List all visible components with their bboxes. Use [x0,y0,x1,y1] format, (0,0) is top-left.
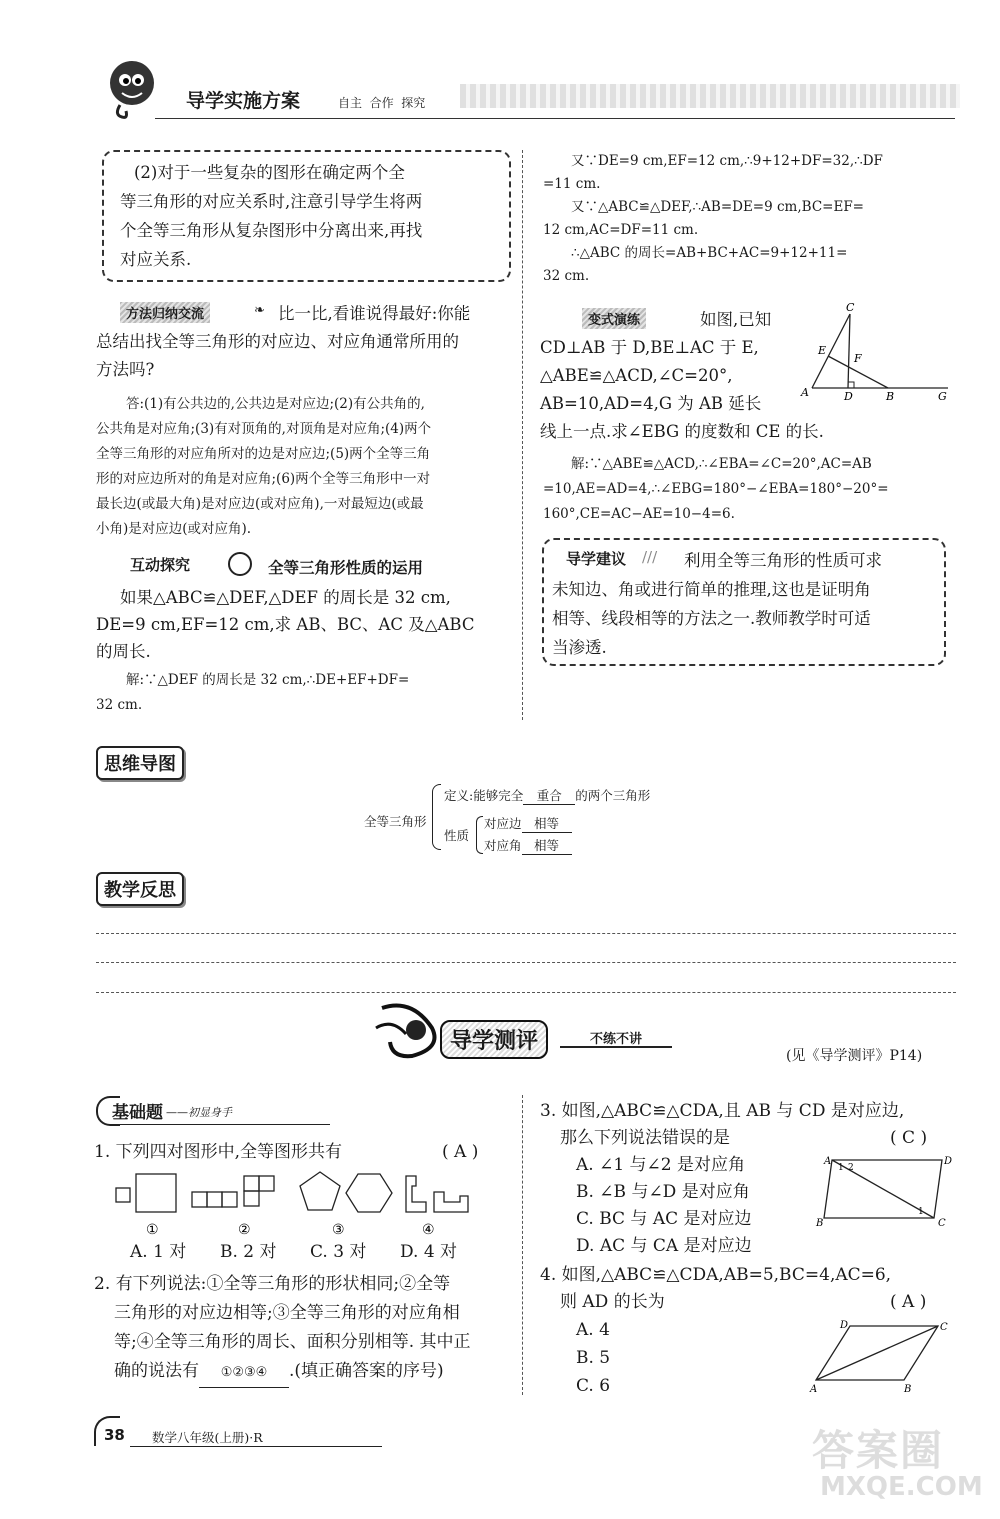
q1-num-2: ② [238,1222,251,1238]
q3-line: 3. 如图,△ABC≌△CDA,且 AB 与 CD 是对应边, [540,1101,905,1121]
explore-tag: 互动探究 [130,556,191,574]
q3-option-d: D. AC 与 CA 是对应边 [576,1236,752,1256]
q3-options [576,1152,752,1260]
svg-text:B: B [904,1384,912,1394]
q2-line: 等;④全等三角形的周长、面积分别相等. 其中正 [114,1332,471,1352]
solution-line: 又∵△ABC≌△DEF,∴AB=DE=9 cm,BC=EF= [571,199,864,215]
advice-line: 相等、线段相等的方法之一.教师教学时可适 [552,609,871,628]
explore-answer-line: 解:∵△DEF 的周长是 32 cm,∴DE+EF+DF= [126,672,410,688]
variant-line: CD⊥AB 于 D,BE⊥AC 于 E, [540,338,759,357]
mindmap-label: 思维导图 [96,746,184,780]
q1-options [130,1240,510,1265]
reflection-label: 教学反思 [96,872,184,906]
q3-answer: ( C ) [890,1128,928,1148]
mindmap-root: 全等三角形 [364,814,427,829]
q3-line: 那么下列说法错误的是 [560,1128,730,1148]
method-line: 总结出找全等三角形的对应边、对应角通常所用的 [96,332,459,351]
q4-option-c: C. 6 [576,1376,611,1396]
q2-line: 三角形的对应边相等;③全等三角形的对应角相 [114,1303,460,1323]
header-title: 导学实施方案 [186,90,301,112]
svg-text:2: 2 [848,1163,854,1173]
definition-suffix: 的两个三角形 [575,788,651,803]
svg-text:C: C [938,1218,946,1229]
q4-answer: ( A ) [890,1292,927,1312]
q1-num-3: ③ [332,1222,345,1238]
svg-text:C: C [940,1322,948,1333]
header-decoration [460,84,960,108]
advice-tag: 导学建议 [566,550,627,568]
tip-line: 个全等三角形从复杂图形中分离出来,再找 [120,221,423,240]
svg-text:A: A [810,1384,818,1394]
variant-line: AB=10,AD=4,G 为 AB 延长 [540,394,762,413]
svg-text:D: D [840,1320,849,1331]
reflection-line [96,933,956,934]
q4-line: 则 AD 的长为 [560,1292,665,1312]
variant-answer-line: =10,AE=AD=4,∴∠EBG=180°−∠EBA=180°−20°= [543,481,889,497]
q3-option-a: A. ∠1 与∠2 是对应角 [576,1155,746,1175]
advice-line: 未知边、角或进行简单的推理,这也是证明角 [552,580,871,599]
basic-rule [110,1124,330,1125]
answer-line: 最长边(或最大角)是对应边(或对应角),一对最短边(或最 [96,496,424,512]
q1-option-a: A. 1 对 [130,1242,187,1262]
q2-answer-blank: ①②③④ [199,1358,289,1388]
basic-title: 基础题 [112,1103,163,1123]
column-divider [522,150,523,720]
q1-stem: 1. 下列四对图形中,全等图形共有 [94,1142,343,1162]
tip-line: 对应关系. [120,250,192,269]
advice-line: 当渗透. [552,638,607,657]
tip-line: (2)对于一些复杂的图形在确定两个全 [134,163,405,182]
variant-answer [543,452,953,527]
svg-text:1: 1 [918,1207,924,1217]
tip-text [120,158,500,274]
q2-line: 2. 有下列说法:①全等三角形的形状相同;②全等 [94,1274,451,1294]
mindmap [360,780,720,860]
test-banner-rule [560,1046,672,1048]
slash-decoration: /// [642,548,658,566]
triangle-figure [798,300,958,410]
q3-option-c: C. BC 与 AC 是对应边 [576,1209,752,1229]
solution-line: 12 cm,AC=DF=11 cm. [543,222,699,238]
label-D: D [844,390,853,403]
property-angle-answer: 相等 [522,836,572,855]
explore-title: 全等三角形性质的运用 [268,559,424,577]
q1-shapes-figure [110,1168,510,1242]
mindmap-property: 性质 [444,828,470,843]
svg-text:B: B [816,1218,824,1229]
solution-line: 又∵DE=9 cm,EF=12 cm,∴9+12+DF=32,∴DF [571,153,883,169]
answer-line: 形的对应边所对的角是对应角;(6)两个全等三角形中一对 [96,471,431,487]
definition-prefix: 定义:能够完全 [444,788,524,803]
explore-line: 的周长. [96,642,151,661]
variant-line: △ABE≌△ACD,∠C=20°, [540,366,733,385]
variant-answer-line: 160°,CE=AC−AE=10−4=6. [543,506,735,522]
method-tag: 方法归纳交流 [120,302,210,323]
advice-line: 利用全等三角形的性质可求 [684,551,882,570]
column-divider-lower [522,1095,523,1395]
mascot-icon [100,55,160,121]
test-reference: (见《导学测评》P14) [786,1048,923,1064]
label-C: C [846,301,855,314]
solution-continued [543,150,953,288]
property-side-label: 对应边 [484,816,522,831]
q1-option-d: D. 4 对 [400,1242,458,1262]
method-line: 方法吗? [96,360,155,379]
solution-line: =11 cm. [543,176,601,192]
explore-answer-line: 32 cm. [96,697,143,713]
label-B: B [886,390,895,403]
method-question [96,300,516,384]
q1-num-4: ④ [422,1222,435,1238]
test-subtitle: 不练不讲 [590,1032,643,1047]
tip-line: 等三角形的对应关系时,注意引导学生将两 [120,192,423,211]
variant-line: 线上一点.求∠EBG 的度数和 CE 的长. [540,422,824,441]
brace-icon [432,784,441,850]
q3-parallelogram-figure [810,1150,956,1230]
explore-line: 如果△ABC≌△DEF,△DEF 的周长是 32 cm, [120,588,451,607]
q2-line-last [94,1357,514,1388]
explore-circle-icon [228,552,252,576]
solution-line: 32 cm. [543,268,590,284]
test-title: 导学测评 [440,1020,548,1059]
basic-subtitle: ——初显身手 [166,1106,232,1119]
reflection-line [96,962,956,963]
property-brace-icon [476,816,483,854]
q4-parallelogram-figure [806,1318,956,1394]
advice-text [552,546,942,662]
property-angle-label: 对应角 [484,838,522,853]
svg-text:D: D [944,1156,953,1167]
watermark-text: MXQE.COM [820,1472,983,1502]
label-A: A [801,386,809,399]
q2-text [94,1270,514,1388]
method-answer [96,392,516,542]
q4-line: 4. 如图,△ABC≌△CDA,AB=5,BC=4,AC=6, [540,1265,892,1285]
answer-line: 答:(1)有公共边的,公共边是对应边;(2)有公共角的, [126,396,425,412]
variant-line: 如图,已知 [700,310,772,329]
mindmap-definition [444,786,650,805]
label-G: G [938,390,947,403]
explore-line: DE=9 cm,EF=12 cm,求 AB、BC、AC 及△ABC [96,615,475,634]
definition-answer: 重合 [523,786,575,805]
method-line: 比一比,看谁说得最好:你能 [278,304,471,323]
q4-option-b: B. 5 [576,1348,611,1368]
variant-question [540,306,824,446]
q1-num-1: ① [146,1222,159,1238]
answer-line: 小角)是对应边(或对应角). [96,521,252,537]
header-rule [155,118,955,119]
q3-option-b: B. ∠B 与∠D 是对应角 [576,1182,750,1202]
book-title: 数学八年级(上册)·R [152,1430,263,1445]
answer-line: 公共角是对应角;(3)有对顶角的,对顶角是对应角;(4)两个 [96,421,432,437]
q1-option-c: C. 3 对 [310,1242,367,1262]
q1-answer: ( A ) [442,1142,479,1162]
q1-option-b: B. 2 对 [220,1242,277,1262]
watermark-logo: 答案圈 [812,1426,945,1475]
property-side-answer: 相等 [522,814,572,833]
answer-line: 全等三角形的对应角所对的边是对应边;(5)两个全等三角 [96,446,431,462]
leaf-icon: ❧ [254,303,265,318]
q2-prefix: 确的说法有 [114,1361,199,1381]
property-side [484,814,572,833]
variant-tag: 变式演练 [582,308,646,329]
q4-options [576,1316,610,1400]
solution-line: ∴△ABC 的周长=AB+BC+AC=9+12+11= [571,245,848,261]
svg-text:A: A [824,1156,832,1167]
label-E: E [818,344,827,357]
header-subtitle: 自主 合作 探究 [338,96,426,110]
variant-answer-line: 解:∵△ABE≌△ACD,∴∠EBA=∠C=20°,AC=AB [571,456,872,472]
explore-answer [96,668,516,718]
footer-rule [130,1446,382,1447]
page-number: 38 [104,1426,125,1444]
reflection-line [96,992,956,993]
q4-option-a: A. 4 [576,1320,610,1340]
q2-suffix: .(填正确答案的序号) [289,1361,444,1381]
svg-text:1: 1 [838,1163,844,1173]
label-F: F [854,352,862,365]
explore-question [96,584,516,665]
property-angle [484,836,572,855]
